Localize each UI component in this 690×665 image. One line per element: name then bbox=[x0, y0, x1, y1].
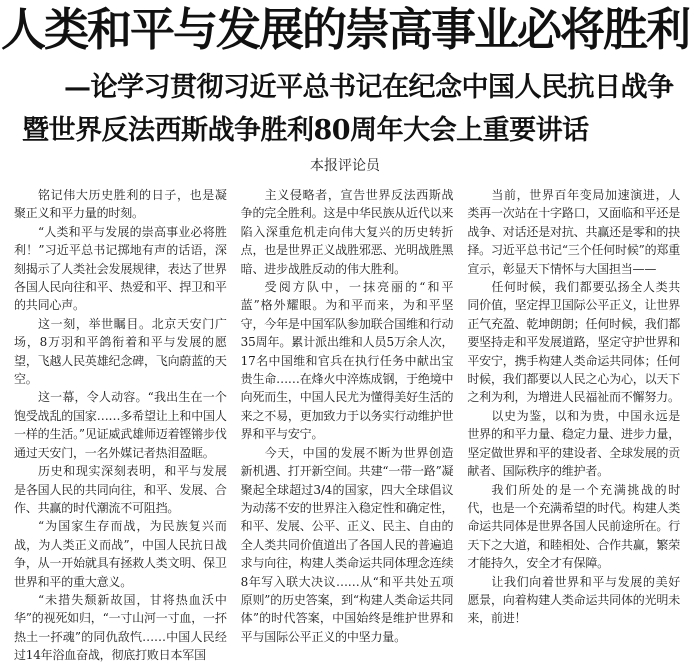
paragraph: “未措失颓新故国，甘将热血沃中华”的视死如归，“一寸山河一寸血，一抔热土一抔魂”的同仇敌忾……中国人民经过14年浴血奋战，彻底打败日本军国 bbox=[14, 592, 227, 663]
paragraph: 以史为鉴，以和为贵，中国永远是世界的和平力量、稳定力量、进步力量，坚定做世界和平的建设者、全球发展的贡献者、国际秩序的维护者。 bbox=[467, 408, 681, 479]
paragraph: “为国家生存而战，为民族复兴而战，为人类正义而战”，中国人民抗日战争，从一开始就具有拯救人类文明、保卫世界和平的重大意义。 bbox=[14, 519, 227, 589]
paragraph: 铭记伟大历史胜利的日子，也是凝聚正义和平力量的时刻。 bbox=[14, 188, 227, 221]
paragraph: 受阅方队中，一抹亮丽的“和平蓝”格外耀眼。为和平而来，为和平坚守，今年是中国军队参加联合国维和行动35周年。累计派出维和人员5万余人次，17名中国维和官兵在执行任务中献出宝贵生命……在烽火中淬炼成钢，于绝境中向死而生，中国人民尤为懂得美好生活的来之不易，更加致力于以务实行动维护世界和平与安宁。 bbox=[240, 280, 454, 442]
text-column-3 bbox=[467, 186, 681, 626]
paragraph: 这一刻，举世瞩目。北京天安门广场，8万羽和平鸽衔着和平与发展的愿望，飞越人民英雄纪念碑，飞向蔚蓝的天空。 bbox=[14, 316, 227, 387]
paragraph: 任何时候，我们都要弘扬全人类共同价值，坚定捍卫国际公平正义，让世界正气充盈、乾坤朗朗；任何时候，我们都要坚持走和平发展道路，坚定守护世界和平安宁，携手构建人类命运共同体；任何时候，我们都要以人民之心为心，以天下之利为利，为增进人民福祉而不懈努力。 bbox=[467, 280, 681, 405]
article-subtitle-line2: 暨世界反法西斯战争胜利80周年大会上重要讲话 bbox=[22, 115, 589, 146]
paragraph: 今天，中国的发展不断为世界创造新机遇、打开新空间。共建“一带一路”凝聚起全球超过3/4的国家，四大全球倡议为动荡不安的世界注入稳定性和确定性，和平、发展、公平、正义、民主、自由的全人类共同价值道出了各国人民的普遍追求与向往，构建人类命运共同体理念连续8年写入联大决议……从“和平共处五项原则”的历史答案，到“构建人类命运共同体”的时代答案，中国始终是维护世界和平与国际公平正义的中坚力量。 bbox=[240, 445, 454, 644]
paragraph: 历史和现实深刻表明，和平与发展是各国人民的共同向往，和平、发展、合作、共赢的时代潮流不可阻挡。 bbox=[14, 464, 227, 515]
article-headline: 人类和平与发展的崇高事业必将胜利 bbox=[0, 3, 689, 56]
paragraph: 主义侵略者，宣告世界反法西斯战争的完全胜利。这是中华民族从近代以来陷入深重危机走向伟大复兴的历史转折点，也是世界正义战胜邪恶、光明战胜黑暗、进步战胜反动的伟大胜利。 bbox=[240, 188, 454, 276]
article-byline: 本报评论员 bbox=[310, 158, 380, 174]
text-column-2 bbox=[240, 186, 454, 644]
article-subtitle-line1: —论学习贯彻习近平总书记在纪念中国人民抗日战争 bbox=[64, 72, 674, 103]
text-column-1 bbox=[14, 186, 227, 663]
paragraph: 当前，世界百年变局加速演进，人类再一次站在十字路口，又面临和平还是战争、对话还是对抗、共赢还是零和的抉择。习近平总书记“三个任何时候”的郑重宣示，彰显天下情怀与大国担当—— bbox=[467, 188, 681, 276]
paragraph: 我们所处的是一个充满挑战的时代，也是一个充满希望的时代。构建人类命运共同体是世界各国人民前途所在。行天下之大道，和睦相处、合作共赢，繁荣才能持久，安全才有保障。 bbox=[467, 482, 681, 571]
paragraph: “人类和平与发展的崇高事业必将胜利！”习近平总书记掷地有声的话语，深刻揭示了人类社会发展规律，表达了世界各国人民向往和平、热爱和平、捍卫和平的共同心声。 bbox=[14, 224, 227, 313]
paragraph: 让我们向着世界和平与发展的美好愿景，向着构建人类命运共同体的光明未来，前进！ bbox=[467, 574, 681, 626]
paragraph: 这一幕，令人动容。“我出生在一个饱受战乱的国家……多希望让上和中国人一样的生活。”见证威武雄师迈着铿锵步伐通过天安门，一名外媒记者热泪盈眶。 bbox=[14, 390, 227, 460]
article-body bbox=[14, 186, 681, 663]
